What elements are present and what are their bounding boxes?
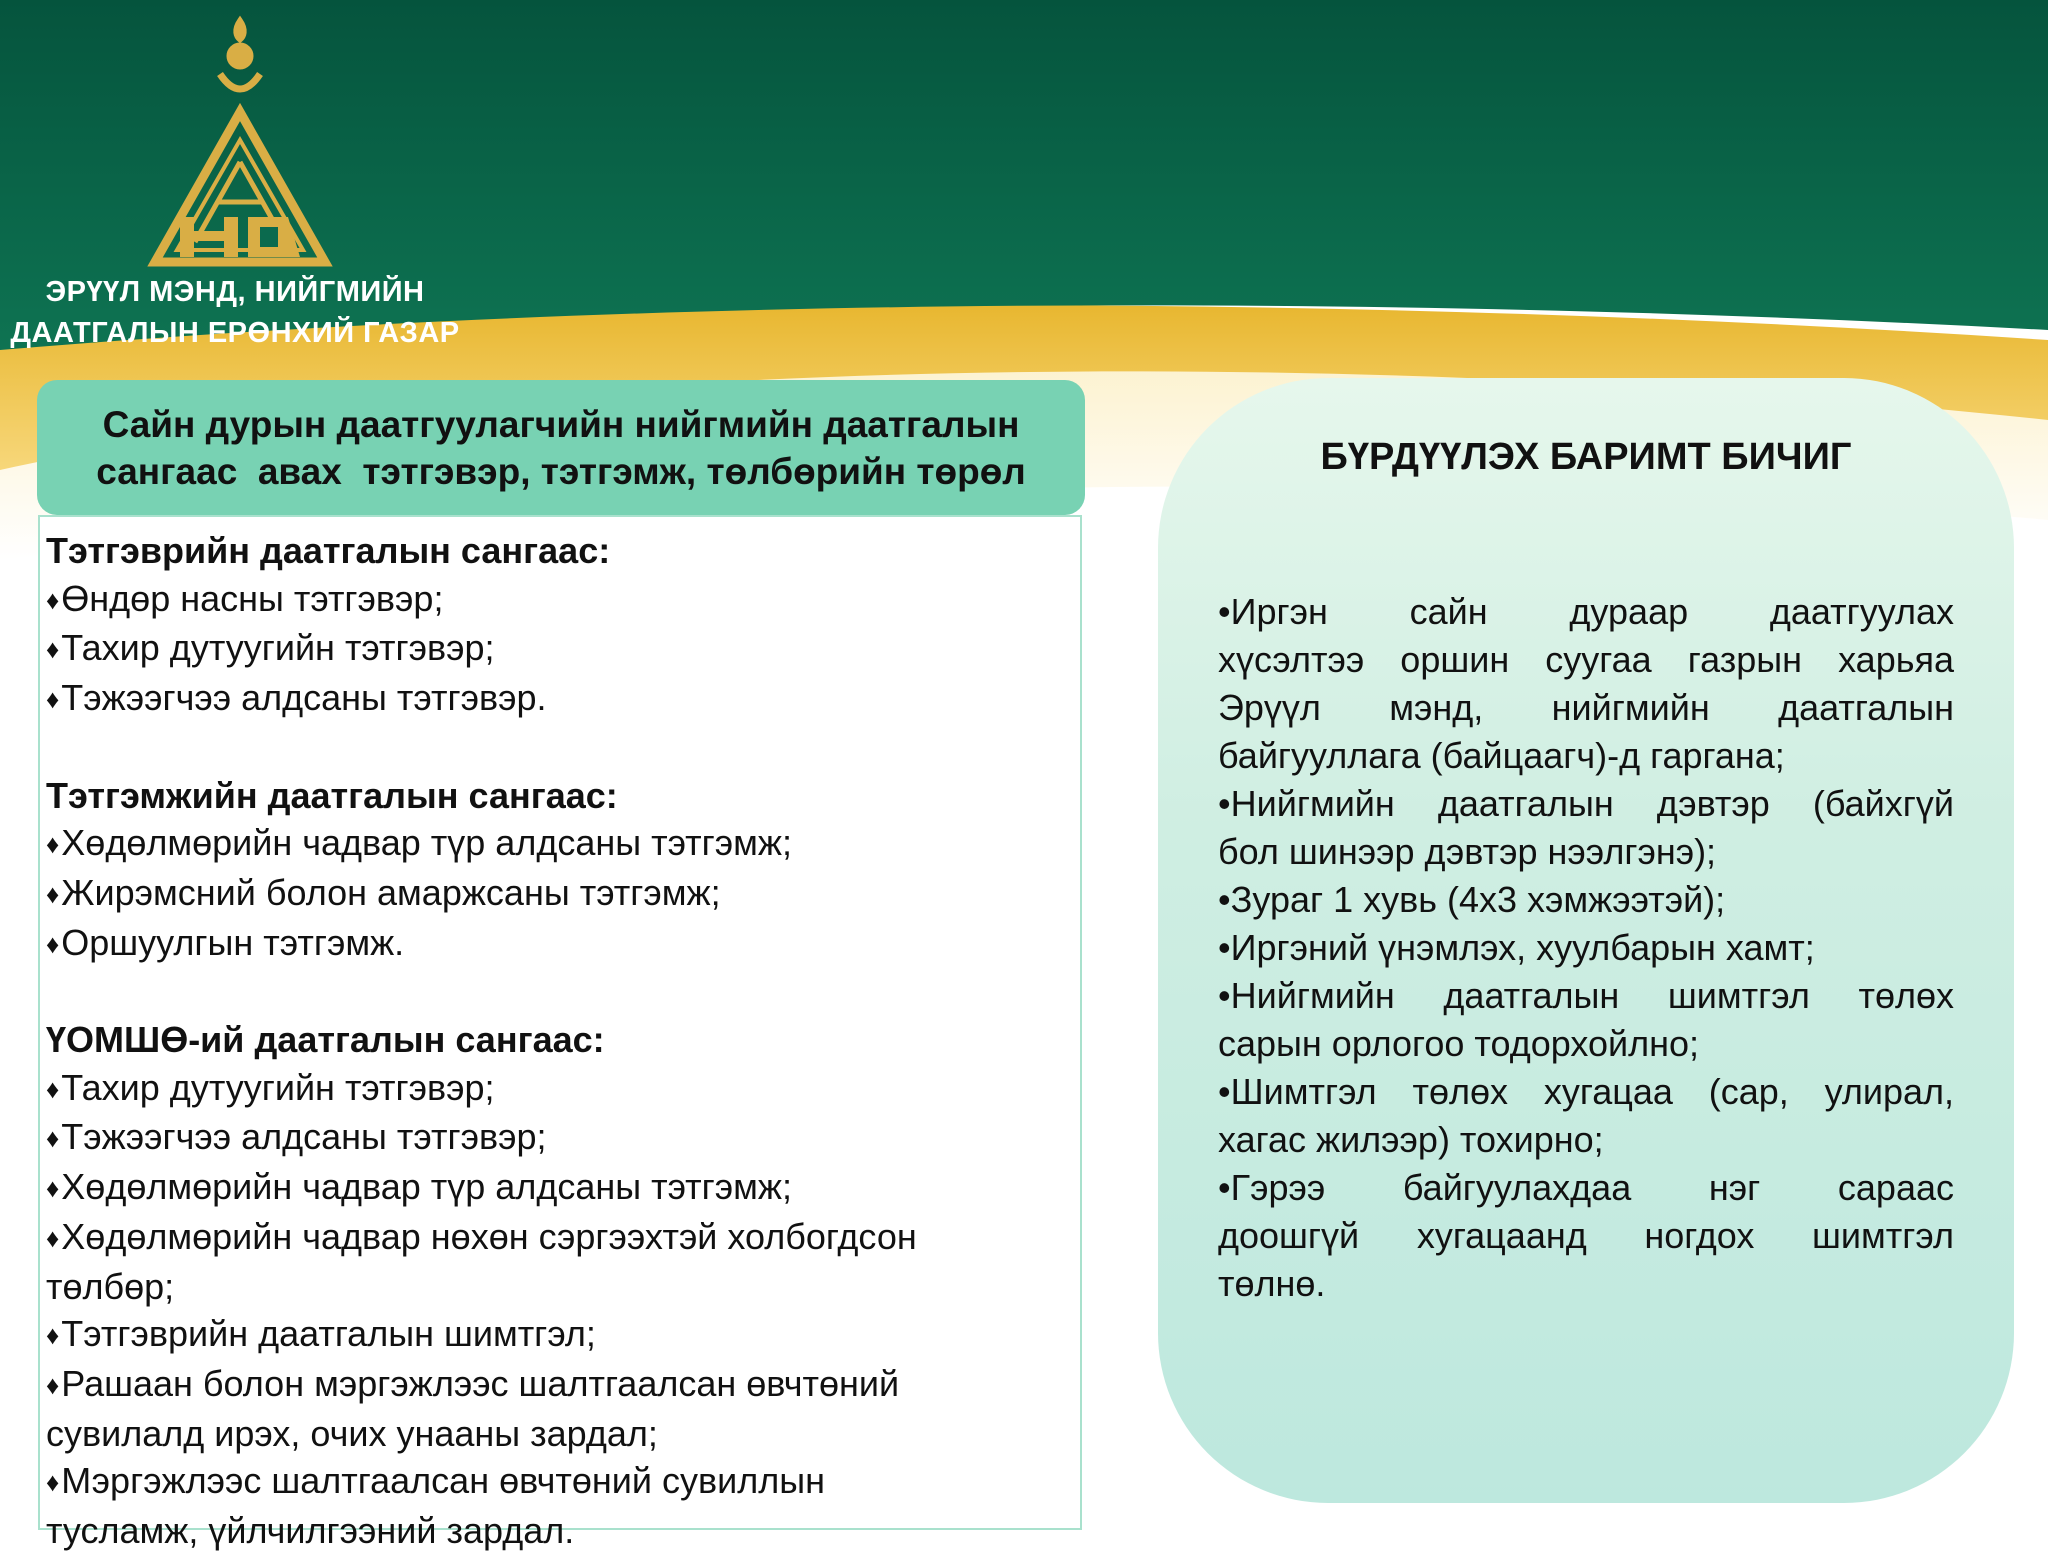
section-heading: ҮОМШӨ-ий даатгалын сангаас: [46, 1019, 605, 1060]
section-spacer [46, 968, 1080, 1016]
diamond-bullet-icon: ♦ [46, 1123, 60, 1154]
list-item [46, 1163, 1080, 1213]
list-item-text: Рашаан болон мэргэжлээс шалтгаалсан өвчтөний [61, 1362, 900, 1404]
list-item [46, 575, 1080, 625]
diamond-bullet-icon: ♦ [46, 584, 60, 615]
list-item-text: Өндөр насны тэтгэвэр; [61, 577, 444, 619]
list-item-text: тусламж, үйлчилгээний зардал. [46, 1510, 575, 1552]
diamond-bullet-icon: ♦ [46, 1073, 60, 1104]
list-item [46, 919, 1080, 969]
document-requirement-line: хагас жилээр) тохирно; [1218, 1119, 1604, 1160]
list-item-text: Хөдөлмөрийн чадвар түр алдсаны тэтгэмж; [61, 822, 793, 864]
list-item-text: Тэтгэврийн даатгалын шимтгэл; [61, 1313, 596, 1355]
document-requirement-line: Эрүүл мэнд, нийгмийн даатгалын [1218, 687, 1954, 728]
list-item-text: сувилалд ирэх, очих унааны зардал; [46, 1412, 658, 1454]
diamond-bullet-icon: ♦ [46, 634, 60, 665]
required-documents-panel [1158, 378, 2014, 1503]
document-requirement-line: •Нийгмийн даатгалын шимтгэл төлөх [1218, 975, 1954, 1016]
document-requirement-line: бол шинээр дэвтэр нээлгэнэ); [1218, 831, 1717, 872]
section-heading: Тэтгэврийн даатгалын сангаас: [46, 530, 611, 571]
list-item [46, 1213, 1080, 1263]
section-heading: Тэтгэмжийн даатгалын сангаас: [46, 774, 618, 816]
list-item-text: Тахир дутуугийн тэтгэвэр; [61, 1066, 495, 1108]
organization-name [0, 272, 470, 354]
organization-name-line: ДААТГАЛЫН ЕРӨНХИЙ ГАЗАР [10, 317, 460, 349]
diamond-bullet-icon: ♦ [46, 1467, 60, 1498]
document-requirement-line: доошгүй хугацаанд ногдох шимтгэл [1218, 1215, 1954, 1256]
list-item [46, 1263, 1080, 1311]
benefits-title-line: Сайн дурын даатгуулагчийн нийгмийн даатгалын [102, 403, 1020, 445]
list-item [46, 1064, 1080, 1114]
document-requirement-line: •Зураг 1 хувь (4х3 хэмжээтэй); [1218, 879, 1726, 920]
list-item-text: Оршуулгын тэтгэмж. [61, 921, 405, 963]
soyombo-triangle-logo [140, 12, 340, 267]
list-item [46, 1457, 1080, 1507]
benefits-title-line: сангаас авах тэтгэвэр, тэтгэмж, төлбөрийн төрөл [96, 450, 1026, 492]
list-item [46, 624, 1080, 674]
diamond-bullet-icon: ♦ [46, 684, 60, 715]
list-item [46, 1410, 1080, 1458]
list-item-text: Тэжээгчээ алдсаны тэтгэвэр. [61, 677, 547, 719]
document-requirement-line: •Иргэний үнэмлэх, хуулбарын хамт; [1218, 927, 1815, 968]
section-spacer [46, 724, 1080, 772]
benefits-title-box [37, 380, 1085, 515]
diamond-bullet-icon: ♦ [46, 1173, 60, 1204]
list-item [46, 869, 1080, 919]
list-item [46, 1360, 1080, 1410]
list-item [46, 1507, 1080, 1555]
diamond-bullet-icon: ♦ [46, 1222, 60, 1253]
document-requirement-line: •Иргэн сайн дураар даатгуулах [1218, 591, 1954, 632]
diamond-bullet-icon: ♦ [46, 1320, 60, 1351]
list-item [46, 819, 1080, 869]
list-item-text: Тахир дутуугийн тэтгэвэр; [61, 627, 495, 669]
document-requirement-line: сарын орлогоо тодорхойлно; [1218, 1023, 1700, 1064]
list-item [46, 1113, 1080, 1163]
document-requirement-line: •Нийгмийн даатгалын дэвтэр (байхгүй [1218, 783, 1954, 824]
document-requirement-line: байгууллага (байцаагч)-д гаргана; [1218, 735, 1785, 776]
list-item-text: төлбөр; [46, 1265, 175, 1307]
list-item-text: Хөдөлмөрийн чадвар түр алдсаны тэтгэмж; [61, 1166, 793, 1208]
organization-name-line: ЭРҮҮЛ МЭНД, НИЙГМИЙН [45, 276, 425, 308]
document-requirement-line: хүсэлтээ оршин суугаа газрын харьяа [1218, 639, 1954, 680]
diamond-bullet-icon: ♦ [46, 829, 60, 860]
list-item-text: Жирэмсний болон амаржсаны тэтгэмж; [61, 871, 721, 913]
required-documents-list [1218, 588, 1954, 1308]
list-item [46, 674, 1080, 724]
document-requirement-line: төлнө. [1218, 1263, 1326, 1304]
diamond-bullet-icon: ♦ [46, 1369, 60, 1400]
list-item-text: Хөдөлмөрийн чадвар нөхөн сэргээхтэй холбогдсон [61, 1215, 917, 1257]
benefits-list-box [38, 515, 1082, 1552]
required-documents-title: БҮРДҮҮЛЭХ БАРИМТ БИЧИГ [1320, 436, 1852, 478]
diamond-bullet-icon: ♦ [46, 928, 60, 959]
document-requirement-line: •Гэрээ байгуулахдаа нэг сараас [1218, 1167, 1954, 1208]
list-item [46, 1310, 1080, 1360]
list-item-text: Мэргэжлээс шалтгаалсан өвчтөний сувиллын [61, 1460, 825, 1502]
list-item-text: Тэжээгчээ алдсаны тэтгэвэр; [61, 1116, 547, 1158]
document-requirement-line: •Шимтгэл төлөх хугацаа (сар, улирал, [1218, 1071, 1954, 1112]
diamond-bullet-icon: ♦ [46, 878, 60, 909]
